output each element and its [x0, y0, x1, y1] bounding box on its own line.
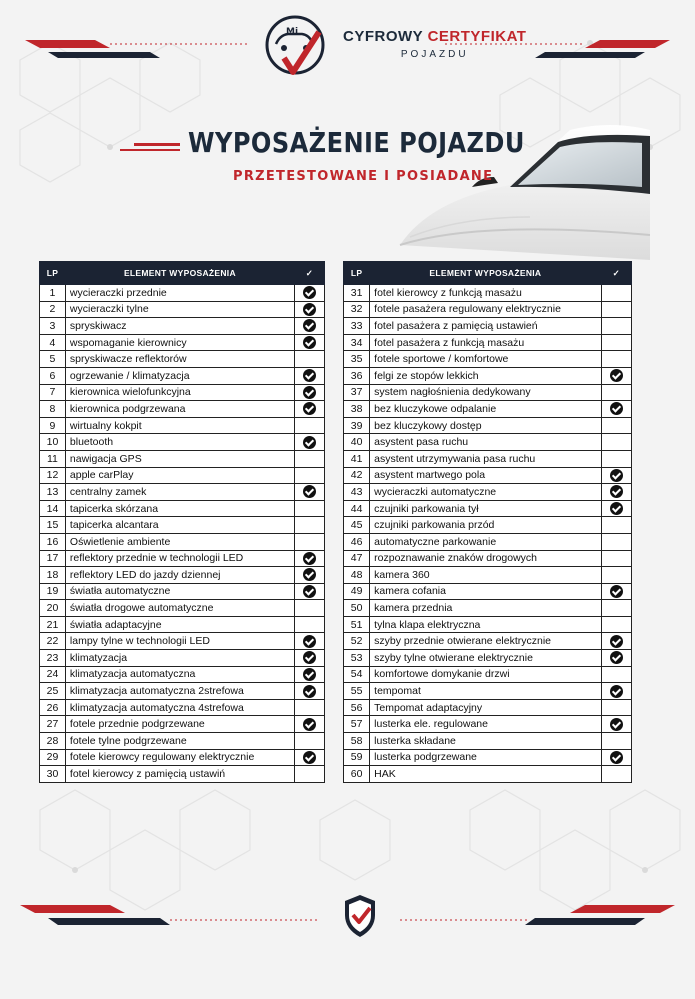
brand-name-part2: CERTYFIKAT: [427, 28, 527, 45]
table-row: [40, 334, 325, 351]
row-number: 39: [344, 417, 370, 434]
row-number: 4: [40, 334, 66, 351]
page-subtitle: PRZETESTOWANE I POSIADANE: [233, 169, 494, 184]
equipment-name: szyby przednie otwierane elektrycznie: [370, 633, 601, 650]
check-cell: [601, 550, 631, 567]
check-cell: [601, 384, 631, 401]
table-row: [344, 285, 632, 302]
table-row: [344, 417, 632, 434]
table-row: [344, 550, 632, 567]
row-number: 43: [344, 484, 370, 501]
row-number: 8: [40, 401, 66, 418]
row-number: 23: [40, 650, 66, 667]
check-cell: [601, 301, 631, 318]
table-row: [344, 318, 632, 335]
check-circle-icon: [303, 386, 316, 399]
row-number: 22: [40, 633, 66, 650]
table-row: [40, 450, 325, 467]
equipment-name: fotele tylne podgrzewane: [65, 733, 294, 750]
check-cell: [601, 567, 631, 584]
brand-name-part1: CYFROWY: [343, 28, 428, 45]
row-number: 5: [40, 351, 66, 368]
check-cell: [601, 716, 631, 733]
row-number: 1: [40, 285, 66, 302]
table-row: [40, 367, 325, 384]
equipment-name: reflektory przednie w technologii LED: [65, 550, 294, 567]
check-cell: [294, 367, 324, 384]
table-row: [40, 351, 325, 368]
equipment-name: fotel pasażera z funkcją masażu: [370, 334, 601, 351]
check-cell: [601, 583, 631, 600]
table-row: [344, 467, 632, 484]
equipment-name: asystent pasa ruchu: [370, 434, 601, 451]
check-cell: [294, 434, 324, 451]
row-number: 15: [40, 517, 66, 534]
row-number: 6: [40, 367, 66, 384]
table-header-row: [344, 262, 632, 285]
check-cell: [294, 749, 324, 766]
equipment-name: światła automatyczne: [65, 583, 294, 600]
row-number: 7: [40, 384, 66, 401]
equipment-name: fotele pasażera regulowany elektrycznie: [370, 301, 601, 318]
equipment-name: klimatyzacja: [65, 650, 294, 667]
table-row: [40, 401, 325, 418]
check-cell: [294, 650, 324, 667]
equipment-name: tempomat: [370, 683, 601, 700]
row-number: 26: [40, 699, 66, 716]
equipment-name: asystent utrzymywania pasa ruchu: [370, 450, 601, 467]
page-title: WYPOSAŻENIE POJAZDU: [188, 126, 525, 159]
row-number: 29: [40, 749, 66, 766]
equipment-name: lusterka podgrzewane: [370, 749, 601, 766]
check-circle-icon: [303, 552, 316, 565]
row-number: 41: [344, 450, 370, 467]
row-number: 3: [40, 318, 66, 335]
check-circle-icon: [303, 635, 316, 648]
check-circle-icon: [303, 651, 316, 664]
check-circle-icon: [610, 369, 623, 382]
table-row: [344, 484, 632, 501]
equipment-name: lusterka ele. regulowane: [370, 716, 601, 733]
check-cell: [601, 285, 631, 302]
table-row: [40, 683, 325, 700]
header-element: ELEMENT WYPOSAŻENIA: [65, 262, 294, 285]
row-number: 59: [344, 749, 370, 766]
table-row: [344, 500, 632, 517]
check-cell: [294, 334, 324, 351]
row-number: 58: [344, 733, 370, 750]
row-number: 40: [344, 434, 370, 451]
row-number: 25: [40, 683, 66, 700]
check-circle-icon: [610, 751, 623, 764]
check-cell: [294, 633, 324, 650]
equipment-name: ogrzewanie / klimatyzacja: [65, 367, 294, 384]
equipment-name: reflektory LED do jazdy dziennej: [65, 567, 294, 584]
equipment-name: czujniki parkowania tył: [370, 500, 601, 517]
table-row: [344, 401, 632, 418]
check-cell: [294, 285, 324, 302]
check-cell: [294, 583, 324, 600]
check-cell: [601, 417, 631, 434]
row-number: 56: [344, 699, 370, 716]
equipment-name: kierownica wielofunkcyjna: [65, 384, 294, 401]
equipment-name: wycieraczki automatyczne: [370, 484, 601, 501]
check-cell: [294, 417, 324, 434]
check-cell: [601, 666, 631, 683]
check-cell: [294, 567, 324, 584]
equipment-name: fotele przednie podgrzewane: [65, 716, 294, 733]
equipment-name: fotele kierowcy regulowany elektrycznie: [65, 749, 294, 766]
check-cell: [601, 367, 631, 384]
equipment-name: nawigacja GPS: [65, 450, 294, 467]
check-cell: [601, 616, 631, 633]
equipment-name: klimatyzacja automatyczna 2strefowa: [65, 683, 294, 700]
check-cell: [294, 666, 324, 683]
row-number: 12: [40, 467, 66, 484]
row-number: 30: [40, 766, 66, 783]
table-row: [40, 749, 325, 766]
row-number: 18: [40, 567, 66, 584]
check-circle-icon: [303, 336, 316, 349]
row-number: 17: [40, 550, 66, 567]
row-number: 49: [344, 583, 370, 600]
shield-check-icon: [342, 893, 378, 939]
brand-wordmark: [343, 28, 526, 60]
check-circle-icon: [303, 685, 316, 698]
row-number: 38: [344, 401, 370, 418]
table-row: [344, 351, 632, 368]
equipment-name: fotele sportowe / komfortowe: [370, 351, 601, 368]
row-number: 19: [40, 583, 66, 600]
row-number: 45: [344, 517, 370, 534]
row-number: 53: [344, 650, 370, 667]
brand-logo-icon: [262, 12, 328, 78]
equipment-name: system nagłośnienia dedykowany: [370, 384, 601, 401]
check-cell: [294, 616, 324, 633]
check-circle-icon: [610, 469, 623, 482]
check-circle-icon: [303, 585, 316, 598]
check-cell: [601, 467, 631, 484]
row-number: 11: [40, 450, 66, 467]
equipment-name: szyby tylne otwierane elektrycznie: [370, 650, 601, 667]
check-cell: [294, 600, 324, 617]
equipment-name: kierownica podgrzewana: [65, 401, 294, 418]
check-cell: [601, 450, 631, 467]
equipment-name: kamera cofania: [370, 583, 601, 600]
row-number: 46: [344, 533, 370, 550]
table-row: [40, 285, 325, 302]
equipment-name: lusterka składane: [370, 733, 601, 750]
table-header-row: [40, 262, 325, 285]
check-cell: [601, 683, 631, 700]
brand-subline: POJAZDU: [400, 49, 469, 60]
table-row: [40, 484, 325, 501]
equipment-name: światła drogowe automatyczne: [65, 600, 294, 617]
equipment-name: światła adaptacyjne: [65, 616, 294, 633]
row-number: 54: [344, 666, 370, 683]
table-row: [344, 517, 632, 534]
check-circle-icon: [303, 319, 316, 332]
equipment-name: komfortowe domykanie drzwi: [370, 666, 601, 683]
table-row: [344, 583, 632, 600]
row-number: 28: [40, 733, 66, 750]
row-number: 14: [40, 500, 66, 517]
row-number: 42: [344, 467, 370, 484]
check-circle-icon: [303, 286, 316, 299]
equipment-name: apple carPlay: [65, 467, 294, 484]
row-number: 21: [40, 616, 66, 633]
check-cell: [601, 600, 631, 617]
check-cell: [294, 766, 324, 783]
equipment-name: wirtualny kokpit: [65, 417, 294, 434]
equipment-table-right: [343, 261, 632, 783]
check-cell: [294, 699, 324, 716]
table-row: [40, 733, 325, 750]
check-cell: [294, 733, 324, 750]
table-row: [344, 650, 632, 667]
check-cell: [294, 484, 324, 501]
equipment-name: wspomaganie kierownicy: [65, 334, 294, 351]
check-circle-icon: [610, 402, 623, 415]
check-circle-icon: [303, 718, 316, 731]
row-number: 35: [344, 351, 370, 368]
row-number: 55: [344, 683, 370, 700]
svg-text:Mi: Mi: [286, 27, 299, 37]
header-check: ✓: [601, 262, 631, 285]
row-number: 24: [40, 666, 66, 683]
table-row: [344, 567, 632, 584]
check-cell: [601, 434, 631, 451]
equipment-name: HAK: [370, 766, 601, 783]
equipment-name: automatyczne parkowanie: [370, 533, 601, 550]
table-row: [344, 600, 632, 617]
check-cell: [294, 716, 324, 733]
check-circle-icon: [303, 568, 316, 581]
row-number: 20: [40, 600, 66, 617]
equipment-name: Tempomat adaptacyjny: [370, 699, 601, 716]
check-cell: [601, 401, 631, 418]
check-circle-icon: [303, 402, 316, 415]
check-cell: [601, 351, 631, 368]
check-cell: [294, 500, 324, 517]
row-number: 57: [344, 716, 370, 733]
row-number: 48: [344, 567, 370, 584]
table-row: [344, 450, 632, 467]
check-cell: [294, 318, 324, 335]
check-cell: [294, 533, 324, 550]
check-cell: [294, 550, 324, 567]
header-lp: LP: [344, 262, 370, 285]
check-circle-icon: [303, 485, 316, 498]
check-cell: [601, 699, 631, 716]
header-lp: LP: [40, 262, 66, 285]
table-row: [40, 616, 325, 633]
row-number: 47: [344, 550, 370, 567]
table-row: [344, 616, 632, 633]
row-number: 50: [344, 600, 370, 617]
table-row: [344, 384, 632, 401]
table-row: [40, 517, 325, 534]
row-number: 34: [344, 334, 370, 351]
equipment-name: bluetooth: [65, 434, 294, 451]
table-row: [40, 500, 325, 517]
table-row: [344, 434, 632, 451]
equipment-name: tapicerka alcantara: [65, 517, 294, 534]
equipment-name: asystent martwego pola: [370, 467, 601, 484]
table-row: [40, 434, 325, 451]
table-row: [40, 583, 325, 600]
table-row: [344, 367, 632, 384]
table-row: [344, 699, 632, 716]
check-cell: [294, 517, 324, 534]
check-circle-icon: [610, 685, 623, 698]
row-number: 16: [40, 533, 66, 550]
check-cell: [294, 683, 324, 700]
check-cell: [601, 766, 631, 783]
row-number: 10: [40, 434, 66, 451]
equipment-name: tylna klapa elektryczna: [370, 616, 601, 633]
row-number: 44: [344, 500, 370, 517]
check-cell: [601, 733, 631, 750]
row-number: 9: [40, 417, 66, 434]
equipment-name: klimatyzacja automatyczna 4strefowa: [65, 699, 294, 716]
row-number: 37: [344, 384, 370, 401]
table-row: [40, 533, 325, 550]
table-row: [40, 699, 325, 716]
equipment-name: spryskiwacze reflektorów: [65, 351, 294, 368]
equipment-name: bez kluczykowe odpalanie: [370, 401, 601, 418]
check-circle-icon: [303, 436, 316, 449]
equipment-name: rozpoznawanie znaków drogowych: [370, 550, 601, 567]
row-number: 27: [40, 716, 66, 733]
equipment-name: fotel kierowcy z pamięcią ustawiń: [65, 766, 294, 783]
table-row: [344, 766, 632, 783]
check-cell: [601, 334, 631, 351]
table-row: [40, 301, 325, 318]
row-number: 32: [344, 301, 370, 318]
equipment-name: spryskiwacz: [65, 318, 294, 335]
check-cell: [601, 533, 631, 550]
table-row: [40, 384, 325, 401]
equipment-name: felgi ze stopów lekkich: [370, 367, 601, 384]
header-element: ELEMENT WYPOSAŻENIA: [370, 262, 601, 285]
check-circle-icon: [610, 651, 623, 664]
row-number: 33: [344, 318, 370, 335]
check-cell: [294, 351, 324, 368]
row-number: 52: [344, 633, 370, 650]
equipment-name: lampy tylne w technologii LED: [65, 633, 294, 650]
check-cell: [294, 384, 324, 401]
row-number: 51: [344, 616, 370, 633]
equipment-name: czujniki parkowania przód: [370, 517, 601, 534]
row-number: 13: [40, 484, 66, 501]
table-row: [40, 550, 325, 567]
equipment-name: kamera przednia: [370, 600, 601, 617]
equipment-table-left: [39, 261, 325, 783]
check-cell: [601, 318, 631, 335]
table-row: [344, 334, 632, 351]
table-row: [344, 666, 632, 683]
table-row: [40, 650, 325, 667]
table-row: [40, 766, 325, 783]
table-row: [344, 683, 632, 700]
equipment-name: bez kluczykowy dostęp: [370, 417, 601, 434]
check-cell: [294, 450, 324, 467]
check-cell: [294, 467, 324, 484]
table-row: [344, 301, 632, 318]
check-circle-icon: [303, 303, 316, 316]
table-row: [344, 533, 632, 550]
check-cell: [601, 749, 631, 766]
row-number: 2: [40, 301, 66, 318]
equipment-name: centralny zamek: [65, 484, 294, 501]
table-row: [344, 749, 632, 766]
title-decoration: [134, 143, 180, 146]
table-row: [40, 633, 325, 650]
row-number: 36: [344, 367, 370, 384]
check-cell: [601, 633, 631, 650]
table-row: [344, 733, 632, 750]
equipment-name: wycieraczki tylne: [65, 301, 294, 318]
row-number: 60: [344, 766, 370, 783]
equipment-name: klimatyzacja automatyczna: [65, 666, 294, 683]
table-row: [40, 666, 325, 683]
check-circle-icon: [610, 585, 623, 598]
equipment-name: fotel kierowcy z funkcją masażu: [370, 285, 601, 302]
equipment-name: kamera 360: [370, 567, 601, 584]
equipment-name: tapicerka skórzana: [65, 500, 294, 517]
check-cell: [601, 484, 631, 501]
check-circle-icon: [610, 485, 623, 498]
row-number: 31: [344, 285, 370, 302]
check-circle-icon: [610, 502, 623, 515]
table-row: [40, 467, 325, 484]
table-row: [40, 600, 325, 617]
equipment-name: wycieraczki przednie: [65, 285, 294, 302]
equipment-name: fotel pasażera z pamięcią ustawień: [370, 318, 601, 335]
check-circle-icon: [303, 369, 316, 382]
table-row: [40, 417, 325, 434]
header-check: ✓: [294, 262, 324, 285]
table-row: [40, 318, 325, 335]
check-circle-icon: [303, 668, 316, 681]
check-cell: [294, 301, 324, 318]
table-row: [40, 716, 325, 733]
check-cell: [294, 401, 324, 418]
check-cell: [601, 517, 631, 534]
table-row: [344, 716, 632, 733]
check-circle-icon: [303, 751, 316, 764]
check-circle-icon: [610, 635, 623, 648]
check-cell: [601, 650, 631, 667]
title-decoration-thin: [120, 149, 180, 151]
check-circle-icon: [610, 718, 623, 731]
check-cell: [601, 500, 631, 517]
table-row: [40, 567, 325, 584]
equipment-name: Oświetlenie ambiente: [65, 533, 294, 550]
table-row: [344, 633, 632, 650]
